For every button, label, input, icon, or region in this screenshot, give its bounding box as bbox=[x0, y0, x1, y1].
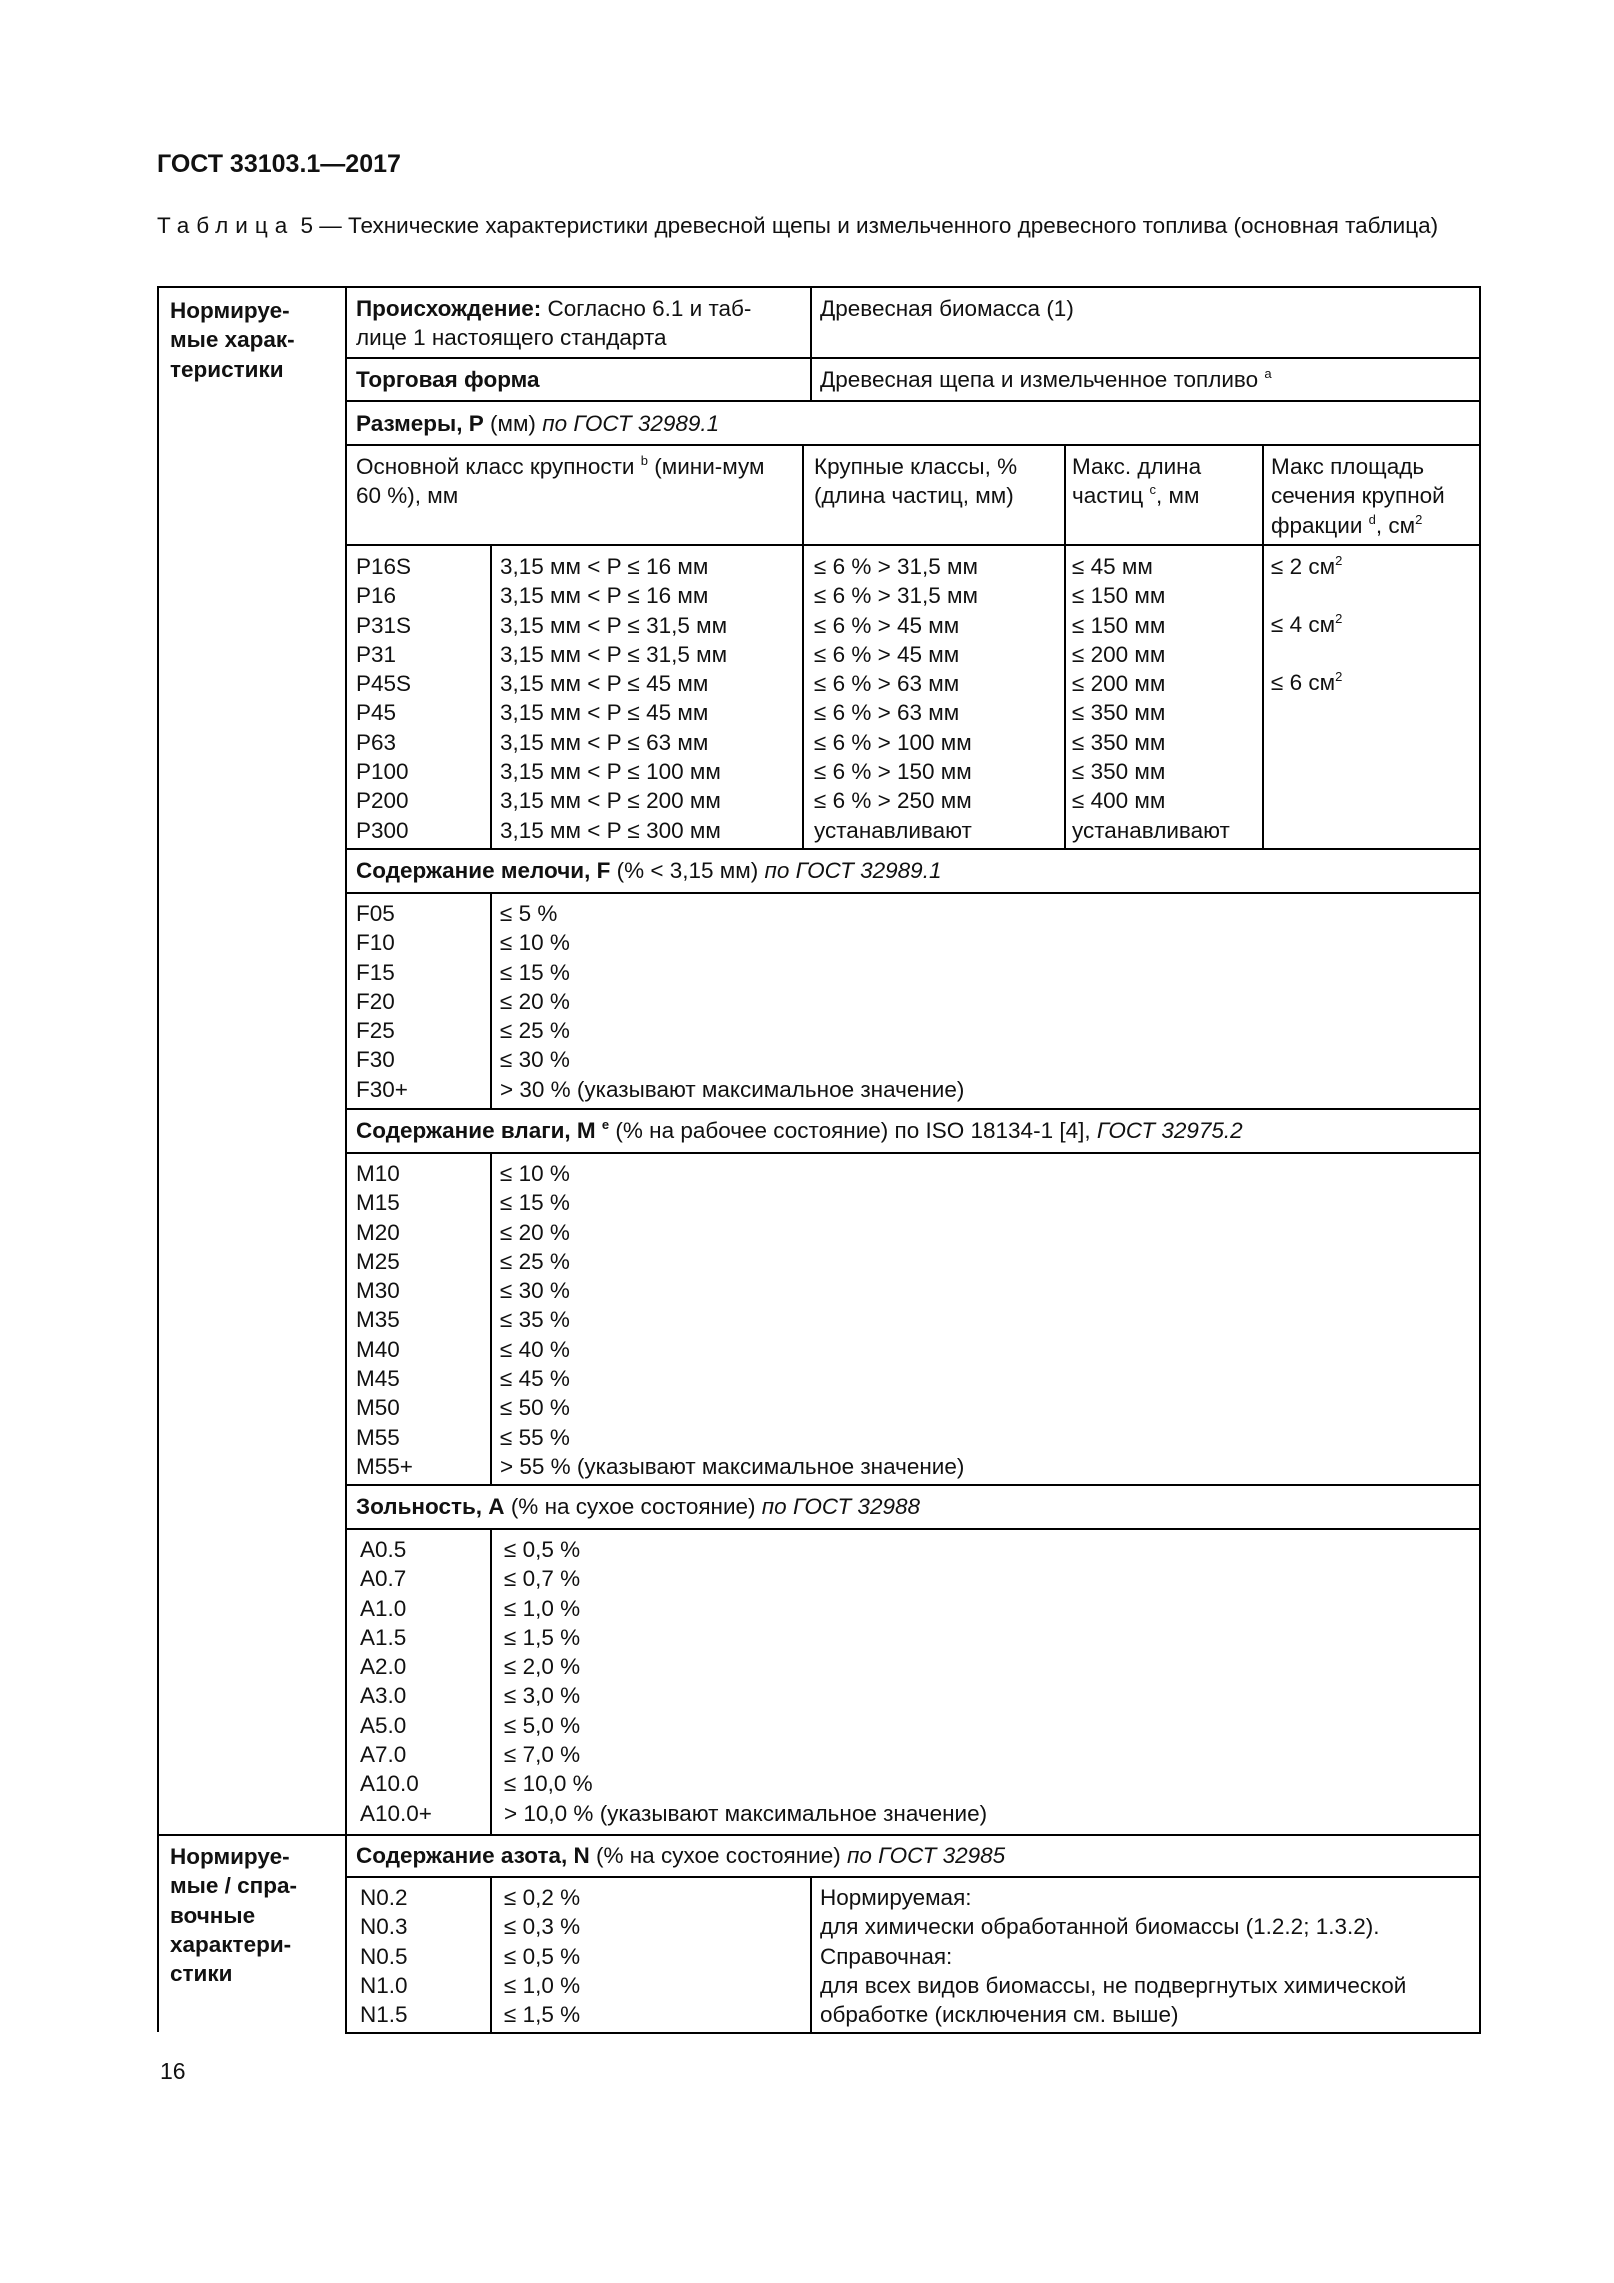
ash-class-value: ≤ 1,0 % bbox=[504, 1595, 581, 1621]
nitrogen-class-code: N1.5 bbox=[360, 2002, 408, 2028]
area-value-text: ≤ 4 см bbox=[1271, 612, 1336, 637]
ash-class-value: ≤ 0,5 % bbox=[504, 1537, 581, 1562]
table-line bbox=[490, 544, 492, 848]
max-area-header-sup: 2 bbox=[1415, 511, 1423, 527]
dimension-class-code: P300 bbox=[356, 817, 409, 843]
max-area-header-note: d bbox=[1368, 511, 1376, 527]
nitrogen-note-line: для химически обработанной биомассы (1.2.2; 1.3.2). bbox=[820, 1914, 1380, 1940]
table-line bbox=[157, 1834, 1480, 1836]
dimension-max-length: ≤ 45 мм bbox=[1072, 554, 1153, 579]
nitrogen-class-value: ≤ 0,5 % bbox=[504, 1943, 581, 1969]
table-line bbox=[345, 357, 1480, 359]
moisture-class-value: ≤ 30 % bbox=[500, 1278, 570, 1304]
dimension-class-code: P16S bbox=[356, 554, 412, 579]
main-class-header-text: Основной класс крупности bbox=[356, 454, 635, 479]
nitrogen-codes bbox=[360, 1883, 408, 2029]
fines-class-value: > 30 % (указывают максимальное значение) bbox=[500, 1076, 965, 1102]
ash-class-code: A10.0 bbox=[360, 1771, 419, 1797]
ash-class-code: A0.7 bbox=[360, 1566, 407, 1592]
fines-class-value: ≤ 20 % bbox=[500, 988, 570, 1014]
dimensions-title-method: по ГОСТ 32989.1 bbox=[542, 411, 720, 436]
moisture-class-value: ≤ 55 % bbox=[500, 1424, 570, 1450]
ash-class-value: > 10,0 % (указывают максимальное значение) bbox=[504, 1800, 988, 1826]
ash-values bbox=[504, 1535, 987, 1828]
moisture-class-code: M15 bbox=[356, 1190, 400, 1216]
fines-values bbox=[500, 899, 964, 1104]
fines-codes bbox=[356, 899, 408, 1104]
moisture-class-value: ≤ 25 % bbox=[500, 1248, 570, 1274]
dimension-coarse-value: устанавливают bbox=[814, 817, 972, 843]
dimension-class-range: 3,15 мм < P ≤ 16 мм bbox=[500, 554, 709, 579]
dimension-class-code: P31 bbox=[356, 641, 397, 667]
moisture-class-code: M25 bbox=[356, 1248, 400, 1274]
area-value bbox=[1271, 610, 1342, 639]
dimension-max-length: ≤ 150 мм bbox=[1072, 583, 1166, 609]
dimension-class-range: 3,15 мм < P ≤ 300 мм bbox=[500, 817, 721, 843]
moisture-title bbox=[356, 1116, 1243, 1145]
moisture-class-value: ≤ 15 % bbox=[500, 1190, 570, 1216]
coarse-header: Крупные классы, % (длина частиц, мм) bbox=[814, 454, 1018, 509]
trade-form-label: Торговая форма bbox=[356, 367, 540, 392]
nitrogen-title-unit: (% на сухое состояние) bbox=[589, 1843, 847, 1868]
document-code: ГОСТ 33103.1—2017 bbox=[157, 150, 401, 178]
max-area-header-tail: , см bbox=[1375, 512, 1416, 538]
origin-cell bbox=[356, 294, 801, 353]
moisture-class-value: > 55 % (указывают максимальное значение) bbox=[500, 1453, 965, 1479]
dimension-coarse-values bbox=[814, 552, 978, 845]
dimension-max-length: устанавливают bbox=[1072, 817, 1230, 843]
ash-codes bbox=[360, 1535, 432, 1828]
nitrogen-notes bbox=[820, 1883, 1406, 2029]
dimension-class-range: 3,15 мм < P ≤ 31,5 мм bbox=[500, 612, 728, 638]
nitrogen-note-line: Справочная: bbox=[820, 1943, 953, 1969]
table-line bbox=[490, 1152, 492, 1484]
nitrogen-title-method: по ГОСТ 32985 bbox=[846, 1843, 1006, 1868]
trade-form-note: a bbox=[1264, 366, 1272, 381]
ash-class-code: A7.0 bbox=[360, 1742, 407, 1768]
moisture-class-value: ≤ 10 % bbox=[500, 1161, 570, 1186]
nitrogen-class-code: N0.3 bbox=[360, 1914, 408, 1940]
moisture-class-value: ≤ 50 % bbox=[500, 1395, 570, 1421]
dimension-class-code: P31S bbox=[356, 612, 412, 638]
table-line bbox=[345, 286, 347, 2034]
dimension-max-length-values bbox=[1072, 552, 1230, 845]
max-length-header-text: Макс. длина частиц bbox=[1072, 454, 1202, 509]
moisture-class-code: M40 bbox=[356, 1336, 400, 1362]
max-length-header-tail: , мм bbox=[1156, 483, 1200, 509]
main-class-header-note: b bbox=[640, 453, 648, 468]
dimension-max-length: ≤ 200 мм bbox=[1072, 671, 1166, 697]
ash-class-code: A1.5 bbox=[360, 1624, 407, 1650]
fines-class-value: ≤ 5 % bbox=[500, 901, 558, 926]
page-number: 16 bbox=[160, 2058, 186, 2084]
fines-title-method: по ГОСТ 32989.1 bbox=[764, 858, 942, 883]
fines-class-value: ≤ 10 % bbox=[500, 930, 570, 956]
dimension-class-range: 3,15 мм < P ≤ 63 мм bbox=[500, 729, 709, 755]
dimension-class-code: P16 bbox=[356, 583, 397, 609]
max-area-header bbox=[1271, 452, 1473, 540]
table-line bbox=[802, 444, 804, 848]
normative-reference-label: Нормируе- мые / спра- вочные характери- стики bbox=[170, 1844, 297, 1987]
table-caption-text: 5 — Технические характеристики древесной щепы и измельченного древесного топлива (основная таблица) bbox=[294, 213, 1439, 238]
ash-class-value: ≤ 2,0 % bbox=[504, 1654, 581, 1680]
dimension-class-range: 3,15 мм < P ≤ 45 мм bbox=[500, 700, 709, 726]
dimension-class-range: 3,15 мм < P ≤ 45 мм bbox=[500, 671, 709, 697]
nitrogen-title bbox=[356, 1841, 1005, 1870]
ash-class-value: ≤ 1,5 % bbox=[504, 1624, 581, 1650]
dimension-coarse-value: ≤ 6 % > 250 мм bbox=[814, 788, 972, 814]
table-line bbox=[1479, 286, 1481, 2034]
moisture-class-value: ≤ 35 % bbox=[500, 1307, 570, 1333]
ash-class-value: ≤ 10,0 % bbox=[504, 1771, 593, 1797]
nitrogen-class-code: N0.5 bbox=[360, 1943, 408, 1969]
max-area-header-text: Макс площадь сечения крупной фракции bbox=[1271, 454, 1445, 538]
fines-class-code: F10 bbox=[356, 930, 395, 956]
nitrogen-class-value: ≤ 0,3 % bbox=[504, 1914, 581, 1940]
moisture-class-code: M55 bbox=[356, 1424, 400, 1450]
nitrogen-class-value: ≤ 1,5 % bbox=[504, 2002, 581, 2028]
ash-title-unit: (% на сухое состояние) bbox=[504, 1494, 762, 1519]
table-line bbox=[345, 1108, 1480, 1110]
table-line bbox=[157, 286, 1480, 288]
table-line bbox=[345, 1528, 1480, 1530]
dimension-class-range: 3,15 мм < P ≤ 31,5 мм bbox=[500, 641, 728, 667]
dimension-max-length: ≤ 150 мм bbox=[1072, 612, 1166, 638]
fines-class-code: F05 bbox=[356, 901, 395, 926]
table-line bbox=[345, 1152, 1480, 1154]
dimension-max-length: ≤ 200 мм bbox=[1072, 641, 1166, 667]
moisture-title-unit: (% на рабочее состояние) по ISO 18134-1 [4], bbox=[609, 1118, 1097, 1143]
dimension-max-length: ≤ 350 мм bbox=[1072, 700, 1166, 726]
nitrogen-class-value: ≤ 0,2 % bbox=[504, 1885, 581, 1910]
dimension-coarse-value: ≤ 6 % > 63 мм bbox=[814, 700, 960, 726]
dimensions-title-bold: Размеры, Р bbox=[356, 411, 484, 436]
nitrogen-note-line: обработке (исключения см. выше) bbox=[820, 2002, 1179, 2028]
moisture-class-code: M10 bbox=[356, 1161, 400, 1186]
dimension-coarse-value: ≤ 6 % > 31,5 мм bbox=[814, 554, 978, 579]
dimension-coarse-value: ≤ 6 % > 150 мм bbox=[814, 759, 972, 785]
fines-class-code: F30+ bbox=[356, 1076, 408, 1102]
dimension-ranges bbox=[500, 552, 727, 845]
area-value-sup: 2 bbox=[1335, 611, 1343, 626]
dimension-class-code: P63 bbox=[356, 729, 397, 755]
dimension-max-length: ≤ 400 мм bbox=[1072, 788, 1166, 814]
nitrogen-class-code: N1.0 bbox=[360, 1972, 408, 1998]
moisture-title-method: ГОСТ 32975.2 bbox=[1096, 1118, 1243, 1143]
moisture-values bbox=[500, 1159, 964, 1481]
dimension-class-code: P45S bbox=[356, 671, 412, 697]
max-length-header bbox=[1072, 452, 1258, 511]
ash-class-code: A1.0 bbox=[360, 1595, 407, 1621]
table-line bbox=[490, 1528, 492, 1834]
fines-class-code: F30 bbox=[356, 1047, 395, 1073]
nitrogen-title-bold: Содержание азота, N bbox=[356, 1843, 590, 1868]
origin-value: Древесная биомасса (1) bbox=[820, 296, 1074, 321]
table-line bbox=[1064, 444, 1066, 848]
table-caption-label: Таблица bbox=[157, 213, 295, 238]
nitrogen-class-value: ≤ 1,0 % bbox=[504, 1972, 581, 1998]
normative-characteristics-label: Нормируе- мые харак- теристики bbox=[170, 298, 295, 382]
ash-class-code: A5.0 bbox=[360, 1712, 407, 1738]
trade-form-value: Древесная щепа и измельченное топливо bbox=[820, 367, 1259, 392]
dimension-class-range: 3,15 мм < P ≤ 16 мм bbox=[500, 583, 709, 609]
dimensions-title bbox=[356, 409, 719, 438]
dimension-class-code: P200 bbox=[356, 788, 409, 814]
dimensions-title-unit: (мм) bbox=[483, 411, 543, 436]
area-value-text: ≤ 6 см bbox=[1271, 670, 1336, 695]
ash-class-code: A3.0 bbox=[360, 1683, 407, 1709]
fines-title bbox=[356, 856, 941, 885]
moisture-class-code: M20 bbox=[356, 1219, 400, 1245]
fines-class-value: ≤ 30 % bbox=[500, 1047, 570, 1073]
dimension-coarse-value: ≤ 6 % > 45 мм bbox=[814, 641, 960, 667]
nitrogen-values bbox=[504, 1883, 580, 2029]
area-value-sup: 2 bbox=[1335, 669, 1343, 684]
table-line bbox=[1262, 444, 1264, 848]
origin-text: Согласно 6.1 и таб-лице 1 настоящего стандарта bbox=[356, 296, 752, 351]
table-line bbox=[810, 1876, 812, 2032]
dimension-max-length: ≤ 350 мм bbox=[1072, 729, 1166, 755]
dimension-coarse-value: ≤ 6 % > 31,5 мм bbox=[814, 583, 978, 609]
moisture-class-code: M35 bbox=[356, 1307, 400, 1333]
table-line bbox=[490, 1876, 492, 2032]
area-value bbox=[1271, 668, 1342, 697]
nitrogen-note-line: Нормируемая: bbox=[820, 1885, 972, 1910]
dimension-class-code: P45 bbox=[356, 700, 397, 726]
dimension-codes bbox=[356, 552, 411, 845]
fines-class-code: F15 bbox=[356, 959, 395, 985]
nitrogen-note-line: для всех видов биомассы, не подвергнутых химической bbox=[820, 1972, 1407, 1998]
table-line bbox=[345, 848, 1480, 850]
table-line bbox=[345, 1876, 1480, 1878]
trade-form-cell bbox=[820, 365, 1272, 394]
table-line bbox=[345, 400, 1480, 402]
ash-class-code: A10.0+ bbox=[360, 1800, 432, 1826]
table-line bbox=[810, 286, 812, 400]
fines-class-value: ≤ 15 % bbox=[500, 959, 570, 985]
ash-class-value: ≤ 0,7 % bbox=[504, 1566, 581, 1592]
ash-title bbox=[356, 1492, 920, 1521]
main-class-header bbox=[356, 452, 794, 511]
dimension-coarse-value: ≤ 6 % > 100 мм bbox=[814, 729, 972, 755]
ash-class-value: ≤ 7,0 % bbox=[504, 1742, 581, 1768]
area-value-text: ≤ 2 см bbox=[1271, 554, 1336, 579]
nitrogen-class-code: N0.2 bbox=[360, 1885, 408, 1910]
fines-title-bold: Содержание мелочи, F bbox=[356, 858, 611, 883]
moisture-codes bbox=[356, 1159, 413, 1481]
area-value bbox=[1271, 552, 1342, 581]
fines-class-code: F25 bbox=[356, 1018, 395, 1044]
origin-label: Происхождение: bbox=[356, 296, 542, 321]
main-class-header-tail: (мини-мум 60 %), мм bbox=[356, 454, 765, 509]
dimension-class-code: P100 bbox=[356, 759, 409, 785]
dimension-class-range: 3,15 мм < P ≤ 200 мм bbox=[500, 788, 721, 814]
table-line bbox=[345, 544, 1480, 546]
ash-class-value: ≤ 3,0 % bbox=[504, 1683, 581, 1709]
moisture-class-value: ≤ 40 % bbox=[500, 1336, 570, 1362]
moisture-class-code: M55+ bbox=[356, 1453, 413, 1479]
moisture-class-code: M30 bbox=[356, 1278, 400, 1304]
moisture-class-value: ≤ 45 % bbox=[500, 1366, 570, 1392]
table-line bbox=[345, 1484, 1480, 1486]
table-line bbox=[157, 286, 159, 2032]
max-length-header-note: c bbox=[1149, 482, 1157, 498]
fines-class-value: ≤ 25 % bbox=[500, 1018, 570, 1044]
moisture-class-code: M45 bbox=[356, 1366, 400, 1392]
ash-class-value: ≤ 5,0 % bbox=[504, 1712, 581, 1738]
dimension-class-range: 3,15 мм < P ≤ 100 мм bbox=[500, 759, 721, 785]
dimension-coarse-value: ≤ 6 % > 45 мм bbox=[814, 612, 960, 638]
table-line bbox=[490, 892, 492, 1108]
ash-title-bold: Зольность, А bbox=[356, 1494, 505, 1519]
moisture-class-value: ≤ 20 % bbox=[500, 1219, 570, 1245]
ash-class-code: A0.5 bbox=[360, 1537, 407, 1562]
fines-title-unit: (% < 3,15 мм) bbox=[610, 858, 765, 883]
fines-class-code: F20 bbox=[356, 988, 395, 1014]
table-line bbox=[345, 444, 1480, 446]
moisture-class-code: M50 bbox=[356, 1395, 400, 1421]
area-value-sup: 2 bbox=[1335, 553, 1343, 568]
table-line bbox=[345, 892, 1480, 894]
moisture-title-note: e bbox=[601, 1117, 610, 1132]
ash-title-method: по ГОСТ 32988 bbox=[761, 1494, 920, 1519]
dimension-coarse-value: ≤ 6 % > 63 мм bbox=[814, 671, 960, 697]
ash-class-code: A2.0 bbox=[360, 1654, 407, 1680]
moisture-title-bold: Содержание влаги, М bbox=[356, 1118, 596, 1143]
table-line bbox=[345, 2032, 1480, 2034]
dimension-max-length: ≤ 350 мм bbox=[1072, 759, 1166, 785]
